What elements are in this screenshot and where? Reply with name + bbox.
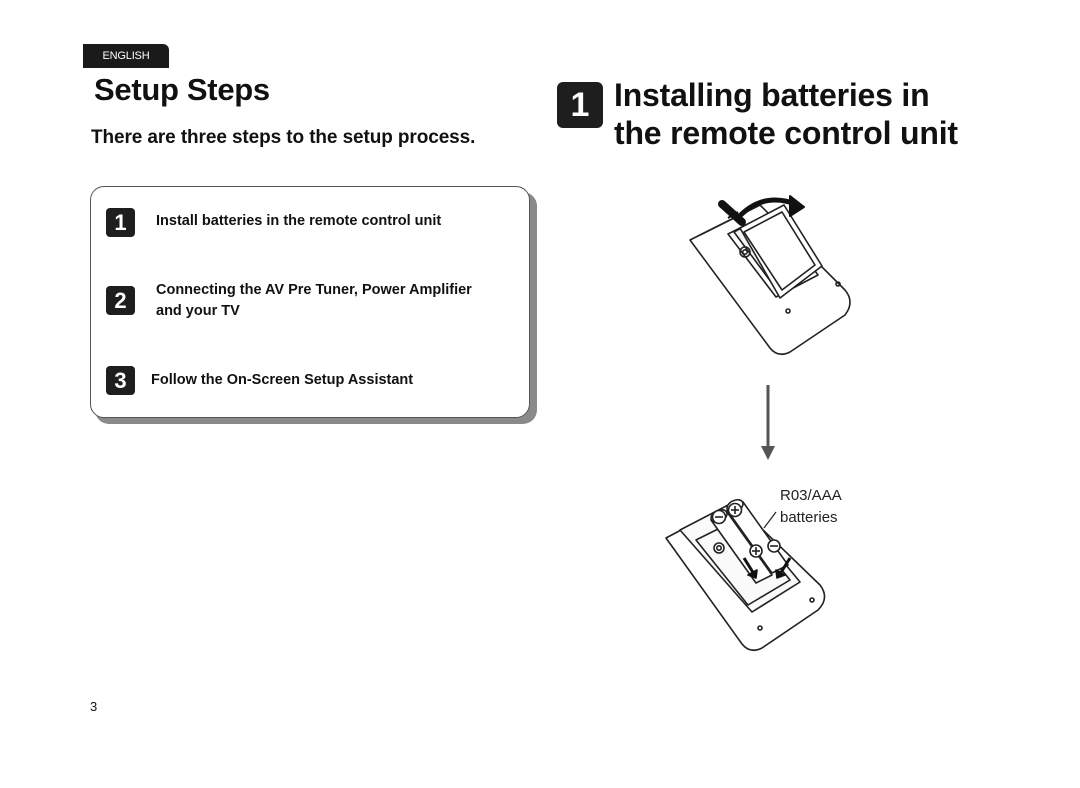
language-tab: ENGLISH bbox=[83, 44, 169, 68]
page-number: 3 bbox=[90, 699, 98, 714]
page-title: Setup Steps bbox=[94, 72, 270, 107]
step-1-label: Install batteries in the remote control unit bbox=[156, 213, 442, 229]
section-title-line1: Installing batteries in bbox=[614, 77, 930, 113]
step-1-badge: 1 bbox=[106, 208, 135, 237]
step-2-label-line2: and your TV bbox=[156, 303, 240, 319]
down-arrow-icon bbox=[761, 385, 775, 460]
section-number-badge: 1 bbox=[557, 82, 603, 128]
battery-type-label bbox=[780, 485, 842, 529]
battery-type-line1: R03/AAA bbox=[780, 487, 842, 504]
page-subtitle: There are three steps to the setup process. bbox=[91, 127, 476, 148]
step-3-label: Follow the On-Screen Setup Assistant bbox=[151, 372, 414, 388]
step-3-badge: 3 bbox=[106, 366, 135, 395]
battery-type-line2: batteries bbox=[780, 509, 838, 526]
step-2-label-line1: Connecting the AV Pre Tuner, Power Amplifier bbox=[156, 282, 472, 298]
step-2-badge: 2 bbox=[106, 286, 135, 315]
section-title-line2: the remote control unit bbox=[614, 115, 958, 151]
remote-cover-open-icon bbox=[690, 196, 850, 354]
